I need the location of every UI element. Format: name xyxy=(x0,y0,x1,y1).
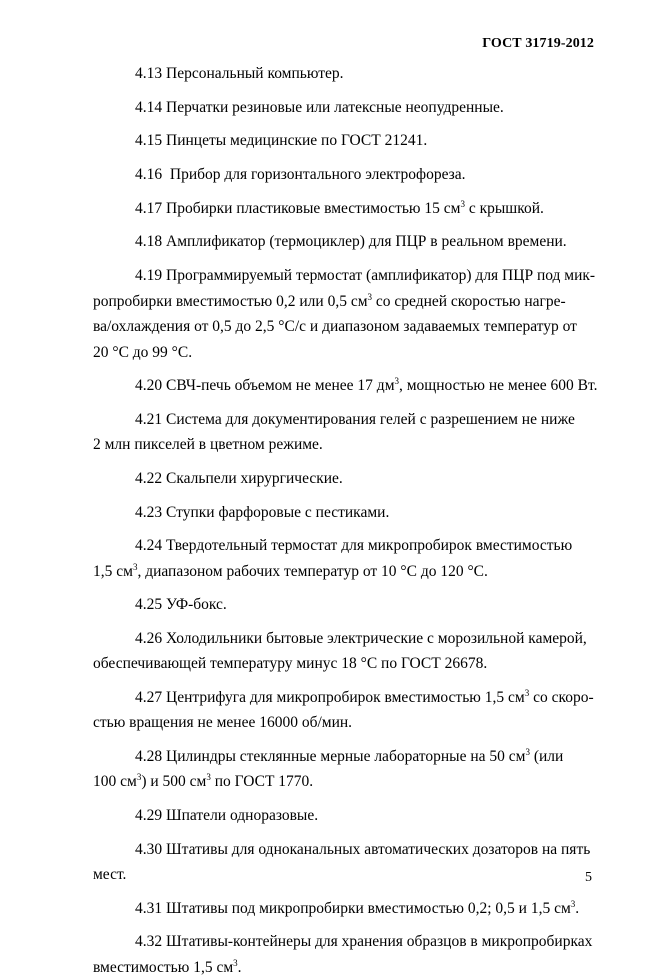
list-item: 4.26 Холодильники бытовые электрические с морозильной камерой, обеспечивающей температуру минус 18 °С по ГОСТ 26678. xyxy=(93,629,587,673)
list-item: 4.27 Центрифуга для микропробирок вместимостью 1,5 $см^3$ со скоро- стью вращения не менее 16000 об/мин. xyxy=(93,687,594,732)
page-number: 5 xyxy=(585,870,592,885)
list-item: 4.24 Твердотельный термостат для микропробирок вместимостью 1,5 $см^3$, диапазоном рабочих температур от 10 °С до 120 °С. xyxy=(93,537,573,580)
list-item: 4.19 Программируемый термостат (амплификатор) для ПЦР под мик- ропробирки вместимостью 0,2 или 0,5 $см^3$ со средней скоростью нагре- ва/охлаждения от 0,5 до 2,5 °С/с и диапазоном задаваемых температур от 20 °С до 99 °С. xyxy=(93,267,596,361)
list-item: 4.22 Скальпели хирургические. xyxy=(135,469,343,487)
list-item: 4.15 Пинцеты медицинские по ГОСТ 21241. xyxy=(135,132,428,150)
list-item: 4.32 Штативы-контейнеры для хранения образцов в микропробирках вместимостью 1,5 $см^3$. xyxy=(93,933,593,976)
list-item: 4.14 Перчатки резиновые или латексные неопудренные. xyxy=(135,98,504,116)
list-item: 4.17 Пробирки пластиковые вместимостью 15 $см^3$ с крышкой. xyxy=(135,198,544,217)
list-item: 4.29 Шпатели одноразовые. xyxy=(135,806,319,824)
list-item: 4.31 Штативы под микропробирки вместимостью 0,2; 0,5 и 1,5 $см^3$. xyxy=(135,898,580,917)
equipment-list xyxy=(93,61,613,980)
list-item: 4.30 Штативы для одноканальных автоматических дозаторов на пять мест. xyxy=(93,840,591,884)
list-item: 4.28 Цилиндры стеклянные мерные лабораторные на 50 $см^3$ (или 100 $см^3$) и 500 $см^3$ по ГОСТ 1770. xyxy=(93,746,564,791)
list-item: 4.20 СВЧ-печь объемом не менее 17 $дм^3$, мощностью не менее 600 Вт. xyxy=(135,376,598,395)
list-item: 4.25 УФ-бокс. xyxy=(135,596,227,614)
list-item: 4.16 Прибор для горизонтального электрофореза. xyxy=(135,166,466,184)
list-item: 4.13 Персональный компьютер. xyxy=(135,65,344,82)
list-item: 4.21 Система для документирования гелей с разрешением не ниже 2 млн пикселей в цветном режиме. xyxy=(93,410,575,454)
document-code: ГОСТ 31719-2012 xyxy=(482,36,594,51)
list-item: 4.18 Амплификатор (термоциклер) для ПЦР в реальном времени. xyxy=(135,233,567,251)
list-item: 4.23 Ступки фарфоровые с пестиками. xyxy=(135,503,390,521)
